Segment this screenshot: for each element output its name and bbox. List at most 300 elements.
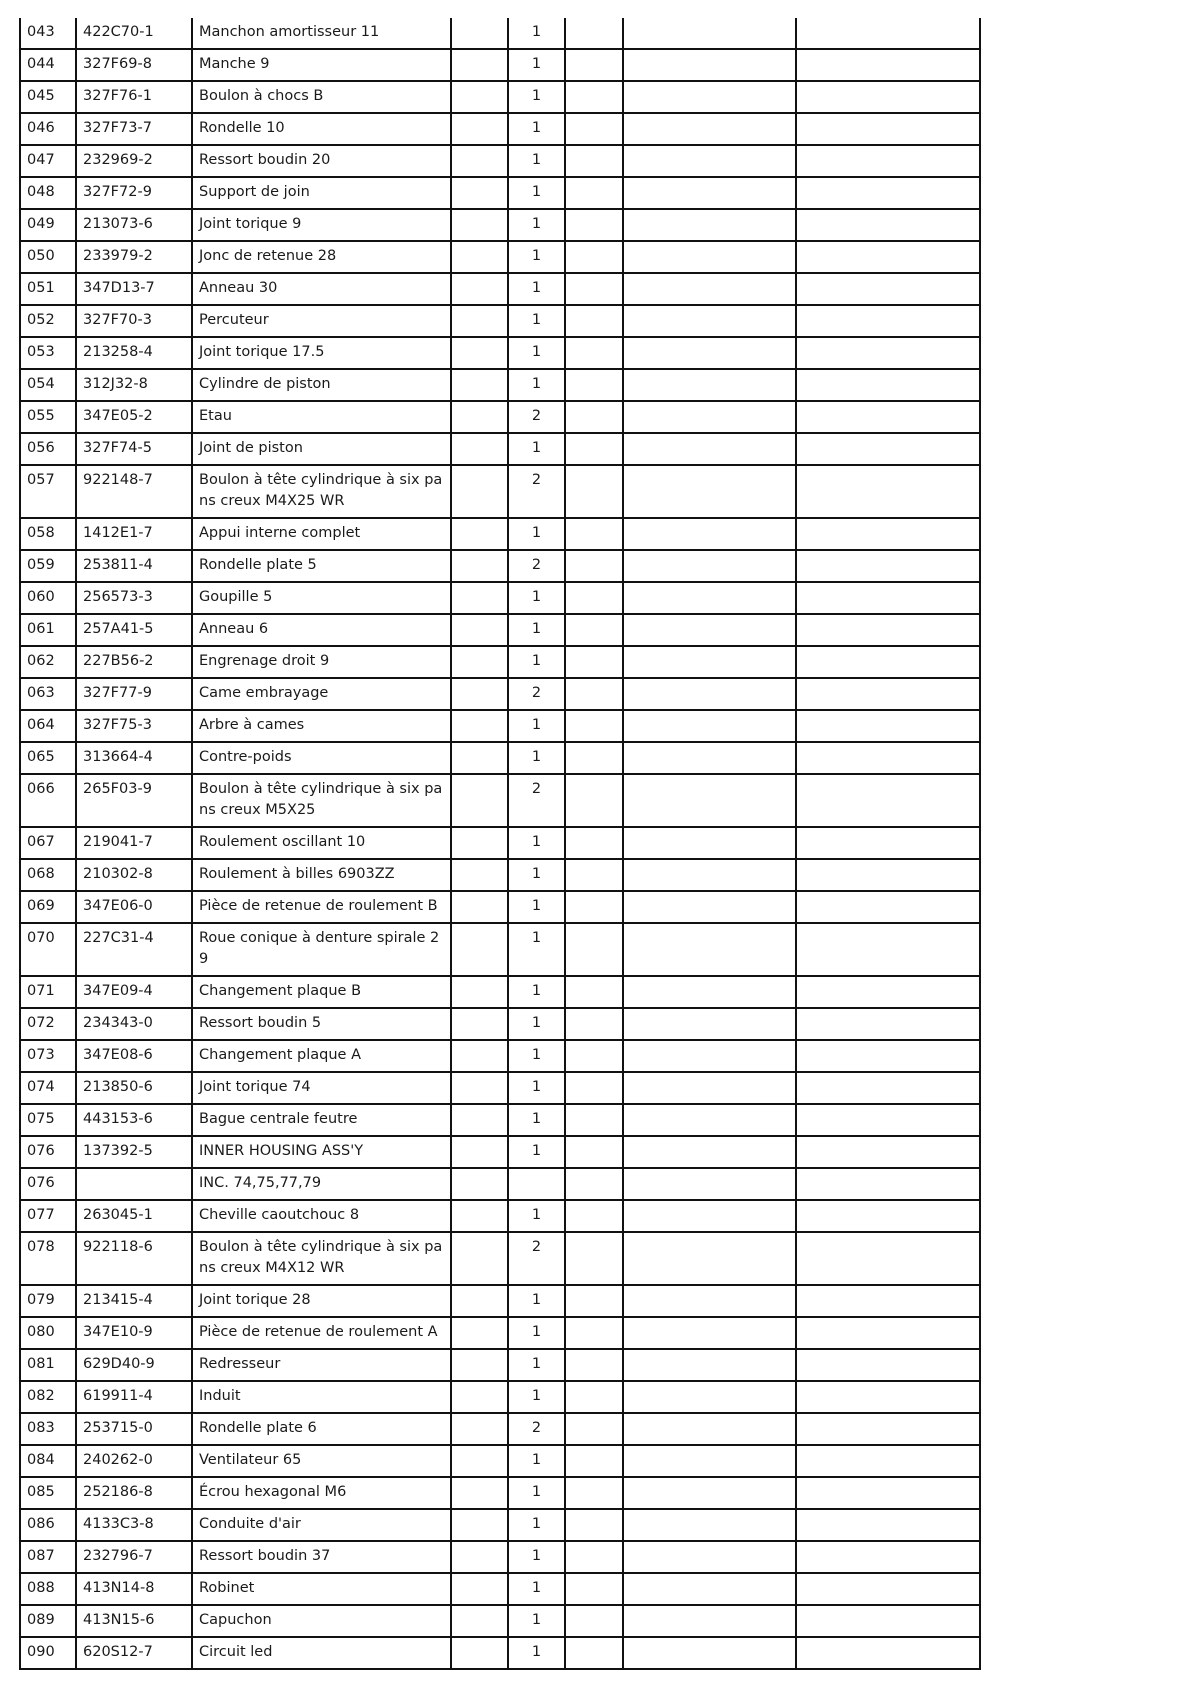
empty-cell (796, 401, 980, 433)
empty-cell (623, 1573, 796, 1605)
part-number-cell: 347E06-0 (76, 891, 192, 923)
empty-cell (796, 518, 980, 550)
empty-cell (623, 1445, 796, 1477)
empty-cell (565, 1040, 623, 1072)
table-row (20, 1349, 980, 1381)
ref-number-cell: 064 (20, 710, 76, 742)
empty-cell (451, 1040, 508, 1072)
quantity-cell: 1 (508, 1573, 565, 1605)
empty-cell (796, 465, 980, 518)
empty-cell (565, 433, 623, 465)
empty-cell (796, 1072, 980, 1104)
empty-cell (796, 1637, 980, 1669)
part-number-cell: 232796-7 (76, 1541, 192, 1573)
empty-cell (451, 1445, 508, 1477)
empty-cell (796, 827, 980, 859)
part-number-cell: 922148-7 (76, 465, 192, 518)
description-cell: Cheville caoutchouc 8 (192, 1200, 451, 1232)
quantity-cell: 1 (508, 742, 565, 774)
table-row (20, 1285, 980, 1317)
empty-cell (623, 1008, 796, 1040)
empty-cell (796, 1008, 980, 1040)
empty-cell (565, 1072, 623, 1104)
description-cell: Anneau 6 (192, 614, 451, 646)
parts-list-table (19, 18, 981, 1670)
quantity-cell: 1 (508, 1285, 565, 1317)
part-number-cell: 213073-6 (76, 209, 192, 241)
empty-cell (623, 742, 796, 774)
empty-cell (451, 241, 508, 273)
ref-number-cell: 089 (20, 1605, 76, 1637)
ref-number-cell: 045 (20, 81, 76, 113)
empty-cell (623, 710, 796, 742)
empty-cell (565, 1413, 623, 1445)
description-cell: Etau (192, 401, 451, 433)
description-cell: Anneau 30 (192, 273, 451, 305)
empty-cell (565, 710, 623, 742)
part-number-cell: 413N15-6 (76, 1605, 192, 1637)
quantity-cell: 1 (508, 305, 565, 337)
empty-cell (451, 1509, 508, 1541)
empty-cell (623, 646, 796, 678)
parts-list-body (20, 18, 980, 1669)
empty-cell (796, 1168, 980, 1200)
empty-cell (796, 859, 980, 891)
empty-cell (796, 678, 980, 710)
description-cell: Ressort boudin 37 (192, 1541, 451, 1573)
ref-number-cell: 081 (20, 1349, 76, 1381)
empty-cell (451, 1200, 508, 1232)
quantity-cell: 1 (508, 1104, 565, 1136)
empty-cell (565, 646, 623, 678)
empty-cell (796, 369, 980, 401)
empty-cell (451, 742, 508, 774)
empty-cell (623, 81, 796, 113)
empty-cell (565, 1381, 623, 1413)
empty-cell (623, 1541, 796, 1573)
part-number-cell: 240262-0 (76, 1445, 192, 1477)
empty-cell (451, 891, 508, 923)
empty-cell (796, 241, 980, 273)
empty-cell (451, 18, 508, 49)
description-cell: Ventilateur 65 (192, 1445, 451, 1477)
empty-cell (451, 582, 508, 614)
empty-cell (796, 976, 980, 1008)
quantity-cell: 1 (508, 1445, 565, 1477)
empty-cell (623, 1509, 796, 1541)
empty-cell (796, 1040, 980, 1072)
empty-cell (451, 976, 508, 1008)
empty-cell (796, 113, 980, 145)
part-number-cell: 347E10-9 (76, 1317, 192, 1349)
part-number-cell: 1412E1-7 (76, 518, 192, 550)
table-row (20, 678, 980, 710)
description-cell: Manche 9 (192, 49, 451, 81)
empty-cell (796, 18, 980, 49)
quantity-cell: 1 (508, 241, 565, 273)
empty-cell (451, 1573, 508, 1605)
empty-cell (623, 1605, 796, 1637)
part-number-cell (76, 1168, 192, 1200)
empty-cell (796, 1381, 980, 1413)
empty-cell (451, 859, 508, 891)
empty-cell (565, 774, 623, 827)
table-row (20, 305, 980, 337)
quantity-cell: 1 (508, 1477, 565, 1509)
part-number-cell: 327F72-9 (76, 177, 192, 209)
quantity-cell: 1 (508, 1200, 565, 1232)
quantity-cell: 2 (508, 678, 565, 710)
ref-number-cell: 075 (20, 1104, 76, 1136)
quantity-cell: 1 (508, 1040, 565, 1072)
table-row (20, 827, 980, 859)
description-cell: Appui interne complet (192, 518, 451, 550)
empty-cell (565, 1168, 623, 1200)
part-number-cell: 210302-8 (76, 859, 192, 891)
part-number-cell: 227C31-4 (76, 923, 192, 976)
empty-cell (796, 710, 980, 742)
description-cell: Jonc de retenue 28 (192, 241, 451, 273)
empty-cell (796, 1285, 980, 1317)
quantity-cell: 1 (508, 614, 565, 646)
part-number-cell: 257A41-5 (76, 614, 192, 646)
description-cell: Robinet (192, 1573, 451, 1605)
empty-cell (451, 1477, 508, 1509)
empty-cell (565, 273, 623, 305)
empty-cell (623, 337, 796, 369)
empty-cell (565, 1200, 623, 1232)
empty-cell (623, 305, 796, 337)
empty-cell (796, 1232, 980, 1285)
empty-cell (565, 1573, 623, 1605)
part-number-cell: 137392-5 (76, 1136, 192, 1168)
part-number-cell: 234343-0 (76, 1008, 192, 1040)
ref-number-cell: 058 (20, 518, 76, 550)
quantity-cell: 1 (508, 1349, 565, 1381)
empty-cell (451, 49, 508, 81)
table-row (20, 1477, 980, 1509)
ref-number-cell: 068 (20, 859, 76, 891)
empty-cell (565, 1349, 623, 1381)
empty-cell (565, 1509, 623, 1541)
ref-number-cell: 074 (20, 1072, 76, 1104)
empty-cell (623, 1349, 796, 1381)
empty-cell (451, 1605, 508, 1637)
table-row (20, 241, 980, 273)
description-cell: Joint torique 17.5 (192, 337, 451, 369)
quantity-cell: 2 (508, 1413, 565, 1445)
quantity-cell: 1 (508, 1008, 565, 1040)
description-cell: Joint torique 9 (192, 209, 451, 241)
ref-number-cell: 084 (20, 1445, 76, 1477)
empty-cell (451, 1637, 508, 1669)
empty-cell (565, 614, 623, 646)
ref-number-cell: 090 (20, 1637, 76, 1669)
part-number-cell: 219041-7 (76, 827, 192, 859)
empty-cell (451, 81, 508, 113)
empty-cell (565, 827, 623, 859)
empty-cell (623, 273, 796, 305)
quantity-cell: 1 (508, 859, 565, 891)
part-number-cell: 413N14-8 (76, 1573, 192, 1605)
empty-cell (451, 1349, 508, 1381)
table-row (20, 710, 980, 742)
empty-cell (796, 646, 980, 678)
empty-cell (451, 518, 508, 550)
description-cell: Contre-poids (192, 742, 451, 774)
description-cell: Boulon à tête cylindrique à six pans creux M4X25 WR (192, 465, 451, 518)
empty-cell (565, 1637, 623, 1669)
quantity-cell: 1 (508, 1509, 565, 1541)
ref-number-cell: 080 (20, 1317, 76, 1349)
description-cell: Induit (192, 1381, 451, 1413)
empty-cell (451, 177, 508, 209)
ref-number-cell: 079 (20, 1285, 76, 1317)
empty-cell (623, 49, 796, 81)
empty-cell (451, 1168, 508, 1200)
empty-cell (451, 305, 508, 337)
table-row (20, 1040, 980, 1072)
table-row (20, 1136, 980, 1168)
empty-cell (796, 1349, 980, 1381)
empty-cell (623, 1477, 796, 1509)
part-number-cell: 347E09-4 (76, 976, 192, 1008)
empty-cell (796, 305, 980, 337)
ref-number-cell: 071 (20, 976, 76, 1008)
table-row (20, 1232, 980, 1285)
empty-cell (796, 81, 980, 113)
empty-cell (565, 209, 623, 241)
table-row (20, 209, 980, 241)
description-cell: Boulon à tête cylindrique à six pans creux M5X25 (192, 774, 451, 827)
table-row (20, 465, 980, 518)
empty-cell (796, 209, 980, 241)
empty-cell (796, 614, 980, 646)
quantity-cell: 1 (508, 145, 565, 177)
part-number-cell: 443153-6 (76, 1104, 192, 1136)
empty-cell (565, 1232, 623, 1285)
quantity-cell (508, 1168, 565, 1200)
table-row (20, 369, 980, 401)
quantity-cell: 1 (508, 273, 565, 305)
table-row (20, 81, 980, 113)
table-row (20, 550, 980, 582)
ref-number-cell: 044 (20, 49, 76, 81)
description-cell: Joint de piston (192, 433, 451, 465)
table-row (20, 1072, 980, 1104)
empty-cell (796, 1477, 980, 1509)
empty-cell (565, 1541, 623, 1573)
part-number-cell: 347D13-7 (76, 273, 192, 305)
part-number-cell: 213415-4 (76, 1285, 192, 1317)
table-row (20, 337, 980, 369)
empty-cell (565, 976, 623, 1008)
empty-cell (796, 774, 980, 827)
table-row (20, 976, 980, 1008)
empty-cell (451, 774, 508, 827)
empty-cell (565, 401, 623, 433)
empty-cell (623, 465, 796, 518)
empty-cell (796, 1573, 980, 1605)
quantity-cell: 1 (508, 1136, 565, 1168)
empty-cell (565, 145, 623, 177)
table-row (20, 1200, 980, 1232)
empty-cell (623, 145, 796, 177)
empty-cell (565, 49, 623, 81)
table-row (20, 401, 980, 433)
ref-number-cell: 057 (20, 465, 76, 518)
empty-cell (451, 1072, 508, 1104)
ref-number-cell: 052 (20, 305, 76, 337)
empty-cell (796, 49, 980, 81)
empty-cell (623, 518, 796, 550)
quantity-cell: 1 (508, 827, 565, 859)
ref-number-cell: 078 (20, 1232, 76, 1285)
empty-cell (565, 369, 623, 401)
empty-cell (623, 241, 796, 273)
part-number-cell: 4133C3-8 (76, 1509, 192, 1541)
quantity-cell: 1 (508, 433, 565, 465)
empty-cell (451, 337, 508, 369)
ref-number-cell: 060 (20, 582, 76, 614)
ref-number-cell: 050 (20, 241, 76, 273)
part-number-cell: 922118-6 (76, 1232, 192, 1285)
empty-cell (565, 1008, 623, 1040)
ref-number-cell: 046 (20, 113, 76, 145)
empty-cell (565, 81, 623, 113)
table-row (20, 1605, 980, 1637)
empty-cell (451, 1285, 508, 1317)
table-row (20, 859, 980, 891)
description-cell: Joint torique 28 (192, 1285, 451, 1317)
ref-number-cell: 067 (20, 827, 76, 859)
empty-cell (623, 1637, 796, 1669)
ref-number-cell: 076 (20, 1168, 76, 1200)
ref-number-cell: 073 (20, 1040, 76, 1072)
empty-cell (451, 273, 508, 305)
ref-number-cell: 059 (20, 550, 76, 582)
description-cell: Écrou hexagonal M6 (192, 1477, 451, 1509)
quantity-cell: 2 (508, 401, 565, 433)
empty-cell (623, 859, 796, 891)
empty-cell (451, 1381, 508, 1413)
empty-cell (565, 465, 623, 518)
empty-cell (565, 891, 623, 923)
ref-number-cell: 076 (20, 1136, 76, 1168)
description-cell: Cylindre de piston (192, 369, 451, 401)
description-cell: Bague centrale feutre (192, 1104, 451, 1136)
part-number-cell: 253811-4 (76, 550, 192, 582)
empty-cell (623, 1168, 796, 1200)
ref-number-cell: 082 (20, 1381, 76, 1413)
empty-cell (451, 710, 508, 742)
table-row (20, 742, 980, 774)
empty-cell (796, 1104, 980, 1136)
quantity-cell: 1 (508, 710, 565, 742)
ref-number-cell: 055 (20, 401, 76, 433)
empty-cell (451, 209, 508, 241)
part-number-cell: 620S12-7 (76, 1637, 192, 1669)
empty-cell (623, 923, 796, 976)
description-cell: Roulement oscillant 10 (192, 827, 451, 859)
empty-cell (451, 827, 508, 859)
ref-number-cell: 061 (20, 614, 76, 646)
part-number-cell: 313664-4 (76, 742, 192, 774)
quantity-cell: 1 (508, 177, 565, 209)
part-number-cell: 327F77-9 (76, 678, 192, 710)
part-number-cell: 619911-4 (76, 1381, 192, 1413)
empty-cell (565, 518, 623, 550)
ref-number-cell: 065 (20, 742, 76, 774)
quantity-cell: 1 (508, 582, 565, 614)
empty-cell (565, 1605, 623, 1637)
empty-cell (451, 1136, 508, 1168)
empty-cell (796, 1136, 980, 1168)
empty-cell (623, 1104, 796, 1136)
empty-cell (623, 1413, 796, 1445)
description-cell: Manchon amortisseur 11 (192, 18, 451, 49)
empty-cell (623, 1072, 796, 1104)
empty-cell (623, 550, 796, 582)
empty-cell (796, 1413, 980, 1445)
part-number-cell: 232969-2 (76, 145, 192, 177)
empty-cell (796, 1541, 980, 1573)
quantity-cell: 1 (508, 209, 565, 241)
empty-cell (796, 433, 980, 465)
table-row (20, 1008, 980, 1040)
empty-cell (796, 177, 980, 209)
empty-cell (565, 177, 623, 209)
description-cell: Joint torique 74 (192, 1072, 451, 1104)
table-row (20, 1381, 980, 1413)
empty-cell (623, 1285, 796, 1317)
quantity-cell: 1 (508, 1541, 565, 1573)
description-cell: Goupille 5 (192, 582, 451, 614)
empty-cell (623, 976, 796, 1008)
empty-cell (565, 859, 623, 891)
part-number-cell: 263045-1 (76, 1200, 192, 1232)
empty-cell (623, 177, 796, 209)
empty-cell (796, 550, 980, 582)
description-cell: Rondelle plate 6 (192, 1413, 451, 1445)
empty-cell (565, 550, 623, 582)
description-cell: Support de join (192, 177, 451, 209)
empty-cell (796, 1445, 980, 1477)
table-row (20, 518, 980, 550)
empty-cell (623, 209, 796, 241)
empty-cell (565, 18, 623, 49)
part-number-cell: 327F76-1 (76, 81, 192, 113)
table-row (20, 1413, 980, 1445)
empty-cell (451, 646, 508, 678)
table-row (20, 1637, 980, 1669)
part-number-cell: 227B56-2 (76, 646, 192, 678)
part-number-cell: 265F03-9 (76, 774, 192, 827)
empty-cell (451, 401, 508, 433)
empty-cell (623, 433, 796, 465)
empty-cell (565, 1445, 623, 1477)
description-cell: Pièce de retenue de roulement B (192, 891, 451, 923)
empty-cell (451, 145, 508, 177)
quantity-cell: 1 (508, 113, 565, 145)
empty-cell (565, 1136, 623, 1168)
empty-cell (796, 1200, 980, 1232)
empty-cell (565, 305, 623, 337)
empty-cell (451, 923, 508, 976)
table-row (20, 1168, 980, 1200)
description-cell: INNER HOUSING ASS'Y (192, 1136, 451, 1168)
table-row (20, 582, 980, 614)
